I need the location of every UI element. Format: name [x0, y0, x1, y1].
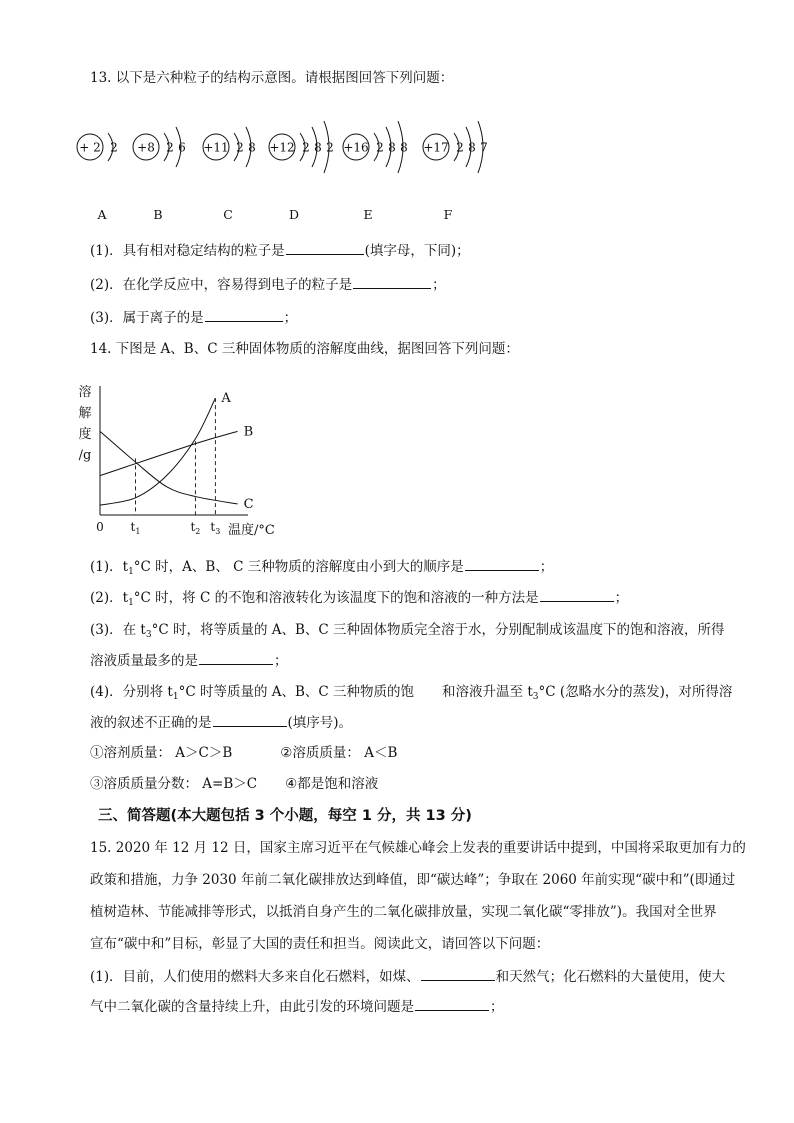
particle-label-D: D	[288, 207, 300, 222]
curve-label-C: C	[243, 496, 254, 512]
particle-label-B: B	[153, 207, 163, 222]
q14-options-row2	[90, 774, 378, 794]
y-axis-label-char: /g	[78, 448, 92, 463]
answer-blank-14-4[interactable]	[213, 712, 287, 727]
q14-sub1: (1)．$t_1^\circ C$ 时，A、B、 C 三种物质的溶解度由小到大的顺序是 ；	[90, 556, 553, 582]
answer-blank-13-3[interactable]	[205, 307, 283, 322]
nucleus-charge: +17	[423, 140, 449, 155]
nucleus-charge: +11	[203, 140, 229, 155]
option-2: ②溶质质量： A＜B	[280, 745, 398, 761]
q13-stem: 13. 以下是六种粒子的结构示意图。请根据图回答下列问题：	[90, 70, 454, 86]
q14-sub4: (4)．分别将 $t_1^\circ C$ 时等质量的 A、B、C 三种物质的饱 和溶液升温至 $t_3^\circ C$ (忽略水分的蒸发)，对所得溶	[90, 684, 733, 702]
section-title: 三、简答题(本大题包括 3 个小题，每空 1 分，共 13 分)	[98, 808, 472, 824]
curve-A	[100, 398, 215, 505]
electron-count: 8	[248, 140, 256, 155]
y-axis-label-char: 溶	[78, 385, 92, 400]
electron-count: 8	[468, 140, 476, 155]
answer-blank-14-2[interactable]	[540, 587, 614, 602]
q14-options-row1	[90, 743, 397, 763]
q14-sub3-line2: 溶液质量最多的是 ；	[90, 650, 288, 671]
electron-count: 2	[376, 140, 384, 155]
atom-D	[269, 121, 334, 222]
q15-sub1: (1)．目前，人们使用的燃料大多来自化石燃料，如煤、 和天然气；化石燃料的大量使用，使大	[90, 966, 725, 987]
particle-label-C: C	[223, 207, 233, 222]
electron-count: 2	[456, 140, 464, 155]
x-tick-label: $t_1$	[130, 520, 141, 536]
y-axis-label-char: 解	[78, 406, 92, 421]
atom-E	[343, 121, 408, 222]
answer-blank-13-2[interactable]	[353, 274, 431, 289]
answer-blank-15-1b[interactable]	[415, 996, 489, 1011]
nucleus-charge: +8	[137, 140, 155, 155]
electron-count: 2	[302, 140, 310, 155]
q15-line2: 政策和措施，力争 2030 年前二氧化碳排放达到峰值，即“碳达峰”；争取在 2060 年前实现“碳中和”(即通过	[90, 872, 736, 888]
atom-C	[203, 127, 256, 222]
electron-count: 7	[480, 140, 488, 155]
q14-sub2: (2)．$t_1^\circ C$ 时，将 C 的不饱和溶液转化为该温度下的饱和溶液的一种方法是 ；	[90, 587, 628, 613]
electron-count: 8	[400, 140, 408, 155]
option-1: ①溶剂质量： A＞C＞B	[90, 745, 233, 761]
particle-label-E: E	[363, 207, 373, 222]
answer-blank-13-1[interactable]	[286, 240, 364, 255]
q14-sub4-line2: 液的叙述不正确的是 (填序号)。	[90, 712, 352, 733]
curve-C	[100, 431, 238, 504]
electron-count: 8	[314, 140, 322, 155]
nucleus-charge: + 2	[79, 140, 101, 155]
electron-count: 2	[166, 140, 174, 155]
electron-count: 6	[178, 140, 186, 155]
answer-blank-14-3[interactable]	[199, 650, 273, 665]
curve-label-A: A	[221, 391, 231, 407]
nucleus-charge: +12	[269, 140, 295, 155]
q14-sub3: (3)．在 $t_3^\circ C$ 时，将等质量的 A、B、C 三种固体物质完全溶于水，分别配制成该温度下的饱和溶液，所得	[90, 622, 725, 640]
q13-sub2: (2)．在化学反应中，容易得到电子的粒子是 ；	[90, 274, 446, 295]
particle-label-F: F	[443, 207, 453, 222]
y-axis-label-char: 度	[78, 427, 92, 442]
atom-A	[77, 133, 118, 222]
answer-blank-15-1a[interactable]	[421, 966, 495, 981]
electron-count: 2	[236, 140, 244, 155]
x-tick-label: $t_2$	[190, 520, 201, 536]
origin-label: 0	[96, 520, 104, 534]
x-tick-label: $t_3$	[210, 520, 221, 536]
q15-line4: 宣布“碳中和”目标，彰显了大国的责任和担当。阅读此文，请回答以下问题：	[90, 936, 550, 952]
option-3: ③溶质质量分数： A=B＞C	[90, 776, 258, 792]
q14-stem: 14. 下图是 A、B、C 三种固体物质的溶解度曲线，据图回答下列问题：	[90, 341, 519, 357]
option-4: ④都是饱和溶液	[285, 776, 379, 792]
solubility-chart	[70, 380, 300, 545]
answer-blank-14-1[interactable]	[465, 556, 539, 571]
electron-count: 2	[326, 140, 334, 155]
electron-count: 2	[110, 140, 118, 155]
nucleus-charge: +16	[343, 140, 369, 155]
atom-B	[133, 127, 186, 222]
particle-label-A: A	[97, 207, 107, 222]
electron-count: 8	[388, 140, 396, 155]
atom-structure-diagrams	[70, 115, 530, 230]
x-axis-label: 温度/°C	[228, 523, 275, 538]
q15-line1: 15. 2020 年 12 月 12 日，国家主席习近平在气候雄心峰会上发表的重要讲话中提到，中国将采取更加有力的	[90, 840, 746, 856]
q15-sub1-line2: 气中二氧化碳的含量持续上升，由此引发的环境问题是 ；	[90, 996, 504, 1017]
curve-B	[100, 431, 238, 475]
curve-label-B: B	[243, 424, 254, 440]
atom-F	[423, 121, 488, 222]
q13-sub3: (3)．属于离子的是 ；	[90, 307, 297, 328]
q15-line3: 植树造林、节能减排等形式，以抵消自身产生的二氧化碳排放量，实现二氧化碳“零排放”)。我国对全世界	[90, 904, 717, 920]
q13-sub1: (1)．具有相对稳定结构的粒子是 (填字母，下同)；	[90, 240, 470, 261]
